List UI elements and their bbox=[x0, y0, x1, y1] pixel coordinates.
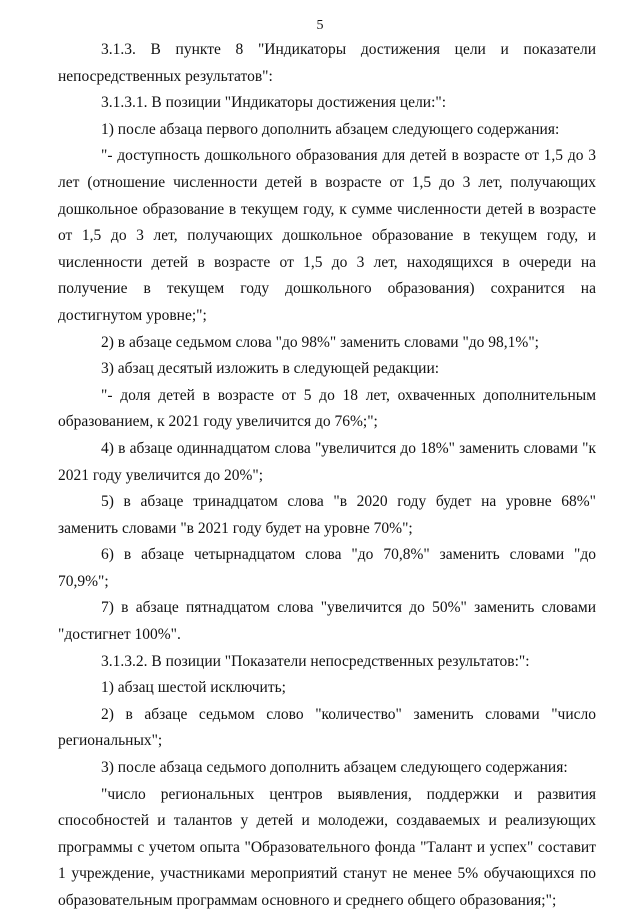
paragraph-quote: "число региональных центров выявления, поддержки и развития способностей и талантов у детей и молодежи, создаваемых и реализующих программы с учетом опыта "Образовательного фонда "Талант и успех" составит 1 учреждение, участниками мероприятий станут не менее 5% обучающихся по образовательным программам основного и среднего общего образования;"; bbox=[58, 785, 596, 909]
paragraph-3-1-3-1-heading: 3.1.3.1. В позиции "Индикаторы достижения цели:": bbox=[101, 94, 447, 112]
page-number: 5 bbox=[316, 18, 324, 33]
paragraph-item: 2) в абзаце седьмом слова "до 98%" заменить словами "до 98,1%"; bbox=[101, 333, 539, 351]
paragraph-item: 2) в абзаце седьмом слово "количество" заменить словами "число региональных"; bbox=[58, 705, 596, 750]
paragraph-quote: "- доля детей в возрасте от 5 до 18 лет, охваченных дополнительным образованием, к 2021 году увеличится до 76%;"; bbox=[58, 386, 596, 431]
paragraph-item: 3) после абзаца седьмого дополнить абзацем следующего содержания: bbox=[101, 759, 568, 777]
paragraph-item: 6) в абзаце четырнадцатом слова "до 70,8%" заменить словами "до 70,9%"; bbox=[58, 546, 596, 590]
paragraph-3-1-3-2-heading: 3.1.3.2. В позиции "Показатели непосредственных результатов:": bbox=[101, 652, 530, 670]
paragraph-item: 1) абзац шестой исключить; bbox=[101, 679, 286, 697]
paragraph-item: 5) в абзаце тринадцатом слова "в 2020 году будет на уровне 68%" заменить словами "в 2021 году будет на уровне 70%"; bbox=[58, 493, 596, 537]
paragraph-3-1-3-heading: 3.1.3. В пункте 8 "Индикаторы достижения цели и показатели непосредственных результатов": bbox=[58, 41, 596, 85]
document-body bbox=[58, 37, 596, 915]
paragraph-item: 3) абзац десятый изложить в следующей редакции: bbox=[101, 360, 440, 378]
paragraph-item: 4) в абзаце одиннадцатом слова "увеличится до 18%" заменить словами "к 2021 году увеличится до 20%"; bbox=[58, 439, 596, 484]
paragraph-item: 1) после абзаца первого дополнить абзацем следующего содержания: bbox=[101, 120, 560, 138]
paragraph-item: 7) в абзаце пятнадцатом слова "увеличится до 50%" заменить словами "достигнет 100%". bbox=[58, 599, 596, 644]
paragraph-quote: "- доступность дошкольного образования для детей в возрасте от 1,5 до 3 лет (отношение численности детей в возрасте от 1,5 до 3 лет, получающих дошкольное образование в текущем году, к сумме численности детей в возрасте от 1,5 до 3 лет, получающих дошкольное образование в текущем году, и численности детей в возрасте от 1,5 до 3 лет, находящихся в очереди на получение в текущем году дошкольного образования) сохранится на достигнутом уровне;"; bbox=[58, 147, 596, 324]
